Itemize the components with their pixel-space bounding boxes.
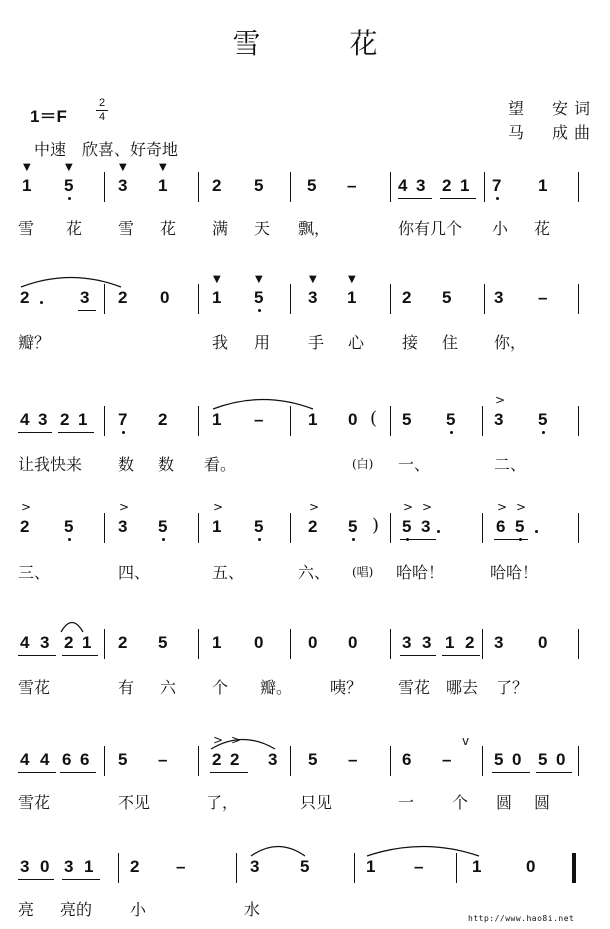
note: 7 xyxy=(118,410,128,429)
note: 2 xyxy=(118,288,128,307)
note: 0 xyxy=(40,857,50,876)
barline xyxy=(198,406,199,436)
lyric: 水 xyxy=(244,900,261,919)
note: 0 xyxy=(512,750,522,769)
note: 0 xyxy=(538,633,548,652)
note: 1 xyxy=(212,288,222,307)
note: – xyxy=(347,176,357,195)
note: 6 xyxy=(496,517,506,536)
barline xyxy=(482,406,483,436)
note: 3 xyxy=(118,176,128,195)
slur-curve xyxy=(251,847,305,857)
lyric: 雪花 xyxy=(18,793,51,812)
note: – xyxy=(158,750,168,769)
lyricist-credit: 望 安词 xyxy=(508,99,597,118)
note: 3 xyxy=(38,410,48,429)
note: 5 xyxy=(538,410,548,429)
staff-system-5 xyxy=(0,633,610,663)
beam-underline xyxy=(442,655,480,656)
accent-mark: > xyxy=(119,500,130,514)
note: 2 xyxy=(158,410,168,429)
lyric: 五、 xyxy=(212,563,245,582)
note: 1 xyxy=(347,288,357,307)
barline xyxy=(198,629,199,659)
lyric: 雪 xyxy=(18,219,35,238)
beam-underline xyxy=(78,310,96,311)
note: 0 xyxy=(526,857,536,876)
staff-system-2 xyxy=(0,288,610,318)
accent-mark: > xyxy=(422,500,433,514)
staccato-mark: ▼ xyxy=(119,162,127,173)
lyric: 个 xyxy=(452,793,469,812)
time-signature xyxy=(96,98,108,123)
lyric: 哪去 xyxy=(446,678,479,697)
note: 3 xyxy=(80,288,90,307)
lyric: (唱) xyxy=(352,565,374,579)
parenthesis: ) xyxy=(372,515,380,536)
note: 5 xyxy=(348,517,358,536)
barline xyxy=(236,853,237,883)
beam-underline xyxy=(398,198,432,199)
note: 3 xyxy=(308,288,318,307)
lyric: 了， xyxy=(206,793,239,812)
note: 2 xyxy=(64,633,74,652)
note: 1 xyxy=(78,410,88,429)
lyric: 用 xyxy=(254,333,271,352)
barline xyxy=(198,513,199,543)
note: 5 xyxy=(118,750,128,769)
beam-underline xyxy=(18,432,52,433)
note: 0 xyxy=(556,750,566,769)
lyrics-line-3 xyxy=(0,452,610,476)
augmentation-dot xyxy=(437,530,440,533)
note: 5 xyxy=(538,750,548,769)
beam-underline xyxy=(60,772,96,773)
octave-dot-below xyxy=(258,309,261,312)
octave-dot-below xyxy=(68,197,71,200)
barline xyxy=(290,172,291,202)
note: 6 xyxy=(402,750,412,769)
note: – xyxy=(176,857,186,876)
lyric: 雪花 xyxy=(398,678,431,697)
lyric: (白) xyxy=(352,457,374,471)
lyric: 圆 xyxy=(496,793,513,812)
lyric: 你， xyxy=(494,333,527,352)
note: 2 xyxy=(130,857,140,876)
barline xyxy=(484,284,485,314)
octave-dot-below xyxy=(450,431,453,434)
slur xyxy=(60,619,84,633)
barline xyxy=(482,746,483,776)
beam-underline xyxy=(18,655,56,656)
beam-underline xyxy=(18,772,56,773)
beam-underline xyxy=(58,432,94,433)
staff-system-7 xyxy=(0,857,610,887)
lyric: 四、 xyxy=(118,563,151,582)
accent-mark: > xyxy=(21,500,32,514)
beam-underline xyxy=(536,772,572,773)
octave-dot-below xyxy=(258,538,261,541)
barline xyxy=(118,853,119,883)
note: 1 xyxy=(445,633,455,652)
note: 1 xyxy=(472,857,482,876)
note: 5 xyxy=(308,750,318,769)
lyric: 瓣。 xyxy=(260,678,293,697)
lyric: 让我快来 xyxy=(18,455,83,474)
barline xyxy=(578,746,579,776)
note: 5 xyxy=(515,517,525,536)
octave-dot-below xyxy=(542,431,545,434)
song-title: 雪 花 xyxy=(232,27,418,60)
slur-curve xyxy=(21,278,121,288)
note: 3 xyxy=(494,288,504,307)
note: 4 xyxy=(20,633,30,652)
slur xyxy=(250,843,306,857)
note: 2 xyxy=(308,517,318,536)
lyric: 小 xyxy=(130,900,147,919)
staccato-mark: ▼ xyxy=(159,162,167,173)
lyric: 二、 xyxy=(494,455,527,474)
note: 2 xyxy=(230,750,240,769)
lyric: 我 xyxy=(212,333,229,352)
note: 3 xyxy=(422,633,432,652)
staccato-mark: ▼ xyxy=(255,274,263,285)
beam-underline xyxy=(494,539,528,540)
note: 2 xyxy=(212,176,222,195)
beam-underline xyxy=(18,879,54,880)
barline xyxy=(198,746,199,776)
barline xyxy=(290,406,291,436)
lyric: 有 xyxy=(118,678,135,697)
note: 1 xyxy=(158,176,168,195)
meter-top: 2 xyxy=(98,97,106,109)
barline xyxy=(482,513,483,543)
staccato-mark: ▼ xyxy=(348,274,356,285)
note: 6 xyxy=(62,750,72,769)
lyric: 瓣？ xyxy=(18,333,51,352)
lyric: 接 xyxy=(402,333,419,352)
barline xyxy=(578,406,579,436)
barline xyxy=(482,629,483,659)
barline xyxy=(390,629,391,659)
octave-dot-below xyxy=(519,538,522,541)
lyric: 数 xyxy=(158,455,175,474)
tempo-marking: 中速 欣喜、好奇地 xyxy=(34,140,179,159)
note: 2 xyxy=(60,410,70,429)
barline xyxy=(104,513,105,543)
note: 0 xyxy=(348,410,358,429)
note: 3 xyxy=(421,517,431,536)
note: 1 xyxy=(212,517,222,536)
note: 5 xyxy=(158,517,168,536)
note: 7 xyxy=(492,176,502,195)
lyric: 只见 xyxy=(300,793,333,812)
note: 0 xyxy=(308,633,318,652)
note: 5 xyxy=(307,176,317,195)
note: 5 xyxy=(158,633,168,652)
lyric: 手 xyxy=(308,333,325,352)
note: 2 xyxy=(402,288,412,307)
beam-underline xyxy=(62,655,98,656)
slur-curve xyxy=(367,847,479,857)
slur xyxy=(366,843,480,857)
barline xyxy=(578,629,579,659)
note: 3 xyxy=(416,176,426,195)
breath-mark: v xyxy=(462,734,470,748)
staccato-mark: ▼ xyxy=(65,162,73,173)
note: 2 xyxy=(20,288,30,307)
note: 2 xyxy=(118,633,128,652)
barline xyxy=(290,629,291,659)
note: 1 xyxy=(308,410,318,429)
staff-system-6 xyxy=(0,750,610,780)
note: 6 xyxy=(80,750,90,769)
staff-system-3 xyxy=(0,410,610,440)
note: 1 xyxy=(366,857,376,876)
slur-curve xyxy=(61,623,83,633)
accent-mark: > xyxy=(403,500,414,514)
barline xyxy=(104,746,105,776)
lyric: 看。 xyxy=(204,455,237,474)
note: 1 xyxy=(212,633,222,652)
lyrics-line-2 xyxy=(0,330,610,354)
accent-mark: > xyxy=(516,500,527,514)
note: 0 xyxy=(254,633,264,652)
lyric: 一、 xyxy=(398,455,431,474)
barline xyxy=(290,513,291,543)
lyric: 六、 xyxy=(298,563,331,582)
accent-mark: > xyxy=(231,733,242,747)
lyric: 花 xyxy=(66,219,83,238)
octave-dot-below xyxy=(406,538,409,541)
parenthesis: ( xyxy=(370,408,378,429)
note: 1 xyxy=(212,410,222,429)
note: 5 xyxy=(254,517,264,536)
note: 5 xyxy=(300,857,310,876)
lyric: 一 xyxy=(398,793,415,812)
note: 5 xyxy=(446,410,456,429)
lyric: 哈哈！ xyxy=(490,563,539,582)
beam-underline xyxy=(440,198,476,199)
note: 3 xyxy=(494,633,504,652)
note: 3 xyxy=(40,633,50,652)
lyric: 雪花 xyxy=(18,678,51,697)
barline xyxy=(354,853,355,883)
barline xyxy=(104,172,105,202)
note: 0 xyxy=(160,288,170,307)
octave-dot-below xyxy=(68,538,71,541)
beam-underline xyxy=(400,655,436,656)
accent-mark: > xyxy=(309,500,320,514)
note: 0 xyxy=(348,633,358,652)
barline xyxy=(484,172,485,202)
note: 1 xyxy=(538,176,548,195)
accent-mark: > xyxy=(495,393,506,407)
note: 3 xyxy=(402,633,412,652)
lyric: 你有几个 xyxy=(398,219,463,238)
note: – xyxy=(442,750,452,769)
note: – xyxy=(414,857,424,876)
barline xyxy=(578,172,579,202)
note: 1 xyxy=(22,176,32,195)
barline xyxy=(390,746,391,776)
octave-dot-below xyxy=(122,431,125,434)
augmentation-dot xyxy=(535,530,538,533)
note: 4 xyxy=(40,750,50,769)
barline xyxy=(390,513,391,543)
lyric: 个 xyxy=(212,678,229,697)
note: 2 xyxy=(442,176,452,195)
note: 4 xyxy=(20,410,30,429)
key-signature: 1＝F xyxy=(30,107,67,126)
lyrics-line-4 xyxy=(0,560,610,584)
meter-bottom: 4 xyxy=(98,111,106,123)
lyric: 花 xyxy=(160,219,177,238)
beam-underline xyxy=(62,879,100,880)
accent-mark: > xyxy=(213,733,224,747)
note: 3 xyxy=(250,857,260,876)
accent-mark: > xyxy=(497,500,508,514)
staccato-mark: ▼ xyxy=(23,162,31,173)
lyric: 住 xyxy=(442,333,459,352)
octave-dot-below xyxy=(352,538,355,541)
barline xyxy=(290,284,291,314)
lyrics-line-5 xyxy=(0,675,610,699)
barline xyxy=(198,172,199,202)
final-barline xyxy=(572,853,576,883)
barline xyxy=(390,406,391,436)
note: – xyxy=(254,410,264,429)
staff-system-1 xyxy=(0,176,610,206)
slur-curve xyxy=(213,400,313,410)
lyric: 心 xyxy=(348,333,365,352)
lyric: 圆 xyxy=(534,793,551,812)
note: 1 xyxy=(84,857,94,876)
note: 2 xyxy=(20,517,30,536)
slur xyxy=(210,736,276,750)
note: 5 xyxy=(494,750,504,769)
barline xyxy=(104,284,105,314)
slur-curve xyxy=(211,740,275,750)
barline xyxy=(290,746,291,776)
barline xyxy=(456,853,457,883)
note: 5 xyxy=(442,288,452,307)
lyric: 满 xyxy=(212,219,229,238)
staccato-mark: ▼ xyxy=(213,274,221,285)
lyric: 小 xyxy=(492,219,509,238)
note: 4 xyxy=(20,750,30,769)
barline xyxy=(578,284,579,314)
lyrics-line-6 xyxy=(0,790,610,814)
barline xyxy=(390,172,391,202)
barline xyxy=(578,513,579,543)
barline xyxy=(104,406,105,436)
lyric: 飘， xyxy=(298,219,331,238)
staccato-mark: ▼ xyxy=(309,274,317,285)
barline xyxy=(104,629,105,659)
note: 3 xyxy=(268,750,278,769)
lyric: 咦？ xyxy=(330,678,363,697)
octave-dot-below xyxy=(162,538,165,541)
note: 3 xyxy=(494,410,504,429)
lyrics-line-1 xyxy=(0,216,610,240)
note: 3 xyxy=(20,857,30,876)
note: 5 xyxy=(64,517,74,536)
note: 3 xyxy=(118,517,128,536)
note: 3 xyxy=(64,857,74,876)
beam-underline xyxy=(492,772,530,773)
lyric: 天 xyxy=(254,219,271,238)
note: 5 xyxy=(402,517,412,536)
lyric: 了？ xyxy=(496,678,529,697)
note: – xyxy=(538,288,548,307)
note: 5 xyxy=(402,410,412,429)
note: – xyxy=(348,750,358,769)
barline xyxy=(390,284,391,314)
lyric: 六 xyxy=(160,678,177,697)
note: 5 xyxy=(254,288,264,307)
augmentation-dot xyxy=(40,301,43,304)
composer-credit: 马 成曲 xyxy=(508,123,597,142)
lyric: 哈哈！ xyxy=(396,563,445,582)
lyric: 雪 xyxy=(118,219,135,238)
accent-mark: > xyxy=(213,500,224,514)
lyric: 亮 xyxy=(18,900,35,919)
slur xyxy=(20,274,122,288)
barline xyxy=(198,284,199,314)
lyric: 不见 xyxy=(118,793,151,812)
note: 2 xyxy=(212,750,222,769)
note: 5 xyxy=(64,176,74,195)
slur xyxy=(212,396,314,410)
beam-underline xyxy=(210,772,248,773)
note: 4 xyxy=(398,176,408,195)
octave-dot-below xyxy=(496,197,499,200)
lyric: 花 xyxy=(534,219,551,238)
lyric: 数 xyxy=(118,455,135,474)
staff-system-4 xyxy=(0,517,610,547)
note: 1 xyxy=(460,176,470,195)
watermark-url: http://www.hao8i.net xyxy=(468,914,575,923)
lyric: 亮的 xyxy=(60,900,93,919)
note: 1 xyxy=(82,633,92,652)
lyric: 三、 xyxy=(18,563,51,582)
note: 2 xyxy=(465,633,475,652)
note: 5 xyxy=(254,176,264,195)
